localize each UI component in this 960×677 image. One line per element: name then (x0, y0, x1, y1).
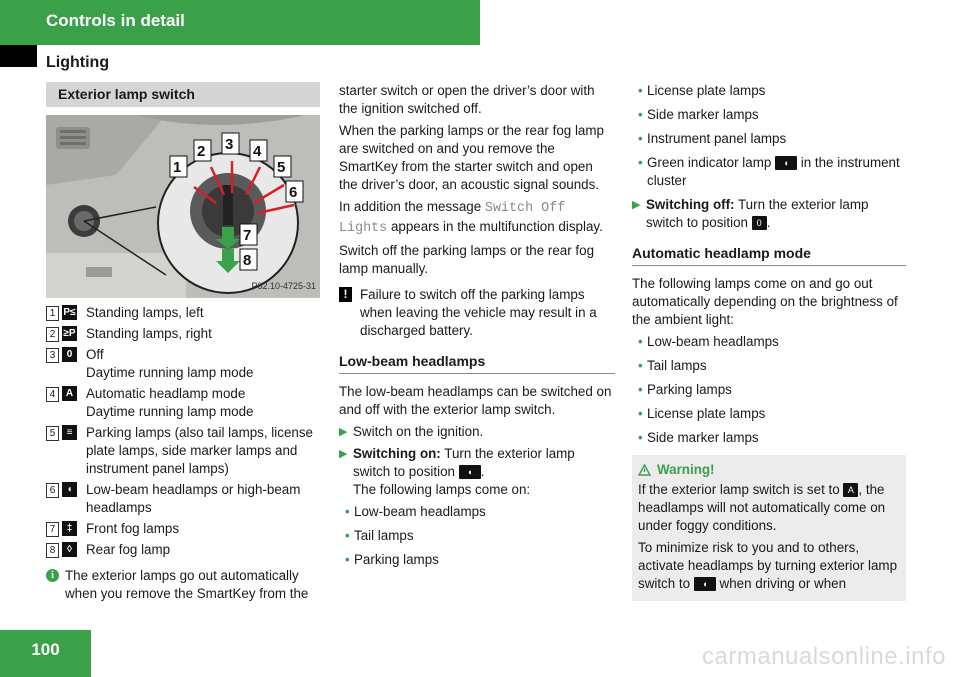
legend-item (46, 520, 320, 538)
warning-paragraph: If the exterior lamp switch is set to A , the headlamps will not automatically come on under foggy conditions. (638, 482, 886, 533)
legend-text: Automatic headlamp mode Daytime running lamp mode (86, 386, 254, 419)
switch-position-legend (46, 304, 320, 559)
legend-number: 3 (46, 348, 59, 363)
list-item: • Green indicator lamp ◖ in the instrument cluster (638, 155, 900, 188)
automatic-mode-icon: A (843, 483, 858, 497)
bullet-icon: • (638, 131, 643, 146)
legend-text: Parking lamps (also tail lamps, license plate lamps, side marker lamps and instrument panel lamps) (86, 425, 313, 476)
bullet-icon: • (638, 358, 643, 373)
info-note-text: The exterior lamps go out automatically when you remove the SmartKey from the (65, 568, 309, 601)
automatic-mode-icon: A (62, 386, 77, 401)
legend-number: 4 (46, 387, 59, 402)
display-message: Switch Off Lights (339, 201, 566, 236)
legend-text: Front fog lamps (86, 521, 180, 536)
svg-text:3: 3 (225, 136, 234, 153)
bullet-icon: • (345, 504, 350, 519)
list-item: • Side marker lamps (638, 107, 759, 122)
warning-title: Warning! (657, 462, 715, 477)
headlamp-icon: ◖ (694, 577, 716, 591)
list-item: • Tail lamps (638, 358, 707, 373)
figure-code: P82.10-4725-31 (251, 281, 316, 291)
front-fog-lamp-icon: ‡ (62, 521, 77, 536)
page-number: 100 (0, 630, 91, 677)
list-item: • Low-beam headlamps (638, 334, 779, 349)
warning-header (638, 461, 900, 479)
step-text: Switch on the ignition. (353, 424, 484, 439)
svg-text:5: 5 (277, 159, 286, 176)
legend-number: 5 (46, 426, 59, 441)
step (339, 445, 615, 499)
caution-note (339, 286, 615, 340)
headlamp-indicator-icon: ◖ (775, 156, 797, 170)
legend-text: Low-beam headlamps or high-beam headlamps (86, 482, 301, 515)
paragraph: When the parking lamps or the rear fog lamp are switched on and you remove the SmartKey from the starter switch and open the driver’s door, an acoustic signal sounds. (339, 123, 604, 192)
auto-headlamp-heading: Automatic headlamp mode (632, 244, 906, 266)
paragraph: Switch off the parking lamps or the rear fog lamp manually. (339, 243, 595, 276)
legend-number: 1 (46, 306, 59, 321)
chapter-header-bar (0, 0, 480, 45)
list-item: • Low-beam headlamps (345, 504, 486, 519)
svg-text:8: 8 (243, 252, 252, 269)
warning-box (632, 455, 906, 601)
arrow-icon: ▶ (632, 199, 641, 211)
low-beam-heading: Low-beam headlamps (339, 352, 615, 374)
headlamp-icon: ◖ (62, 482, 77, 497)
bullet-icon: • (345, 528, 350, 543)
legend-item (46, 541, 320, 559)
caution-icon: ! (339, 287, 352, 302)
legend-item (46, 424, 320, 478)
exterior-lamp-switch-heading: Exterior lamp switch (46, 82, 320, 107)
list-item: • Instrument panel lamps (638, 131, 787, 146)
list-item: • License plate lamps (638, 83, 766, 98)
legend-number: 8 (46, 543, 59, 558)
column-3 (632, 82, 906, 601)
bullet-icon: • (638, 155, 643, 170)
standing-lamps-right-icon: ≥P (63, 328, 76, 339)
step-text: Switching off: Turn the exterior lamp switch to position 0 . (646, 197, 869, 230)
svg-text:1: 1 (173, 159, 182, 176)
legend-number: 2 (46, 327, 59, 342)
svg-text:2: 2 (197, 143, 206, 160)
off-position-icon: 0 (62, 347, 77, 362)
bullet-icon: • (638, 430, 643, 445)
list-item: • Parking lamps (345, 552, 439, 567)
bullet-icon: • (638, 382, 643, 397)
rear-fog-lamp-icon: ◊ (62, 542, 77, 557)
list-item: • Parking lamps (638, 382, 732, 397)
bullet-icon: • (638, 83, 643, 98)
column-1 (46, 82, 320, 603)
bullet-icon: • (345, 552, 350, 567)
list-item: • Tail lamps (345, 528, 414, 543)
list-item: • License plate lamps (638, 406, 766, 421)
paragraph: In addition the message Switch Off Lights appears in the multifunction display. (339, 199, 603, 236)
watermark: carmanualsonline.info (702, 643, 946, 670)
bullet-icon: • (638, 334, 643, 349)
legend-text: Standing lamps, left (86, 305, 204, 320)
legend-number: 7 (46, 522, 59, 537)
bullet-icon: • (638, 107, 643, 122)
lamp-switch-figure (46, 115, 320, 298)
step (632, 196, 906, 232)
lamp-switch-illustration (46, 115, 320, 298)
legend-text: Rear fog lamp (86, 542, 171, 557)
warning-paragraph: To minimize risk to you and to others, activate headlamps by turning exterior lamp switch to ◖ when driving or when (638, 540, 898, 591)
svg-text:7: 7 (243, 227, 252, 244)
warning-triangle-icon (638, 464, 651, 476)
legend-item (46, 325, 320, 343)
headlamp-icon: ◖ (459, 465, 481, 479)
section-title: Lighting (46, 54, 110, 71)
standing-lamps-left-icon: P≤ (63, 307, 76, 318)
legend-item (46, 346, 320, 382)
list-item: • Side marker lamps (638, 430, 759, 445)
step (339, 423, 615, 441)
column-2 (339, 82, 615, 575)
chapter-title: Controls in detail (46, 11, 185, 30)
paragraph: The following lamps come on and go out automatically depending on the brightness of the ambient light: (632, 276, 898, 327)
step-text: Switching on: Turn the exterior lamp switch to position ◖ . The following lamps come on: (353, 446, 575, 497)
header-marker (0, 45, 37, 67)
paragraph: The low-beam headlamps can be switched on and off with the exterior lamp switch. (339, 384, 612, 417)
caution-text: Failure to switch off the parking lamps when leaving the vehicle may result in a discharged battery. (360, 287, 597, 338)
paragraph: starter switch or open the driver’s door with the ignition switched off. (339, 83, 595, 116)
parking-lamps-icon: ≡ (62, 425, 77, 440)
info-icon: i (46, 569, 59, 582)
legend-text: Standing lamps, right (86, 326, 212, 341)
off-position-icon: 0 (752, 216, 767, 230)
arrow-icon: ▶ (339, 448, 348, 460)
legend-item (46, 304, 320, 322)
arrow-icon: ▶ (339, 426, 348, 438)
legend-item (46, 481, 320, 517)
svg-text:4: 4 (253, 143, 262, 160)
svg-text:6: 6 (289, 184, 298, 201)
legend-text: Off Daytime running lamp mode (86, 347, 254, 380)
legend-number: 6 (46, 483, 59, 498)
bullet-icon: • (638, 406, 643, 421)
info-note (46, 567, 320, 603)
legend-item (46, 385, 320, 421)
